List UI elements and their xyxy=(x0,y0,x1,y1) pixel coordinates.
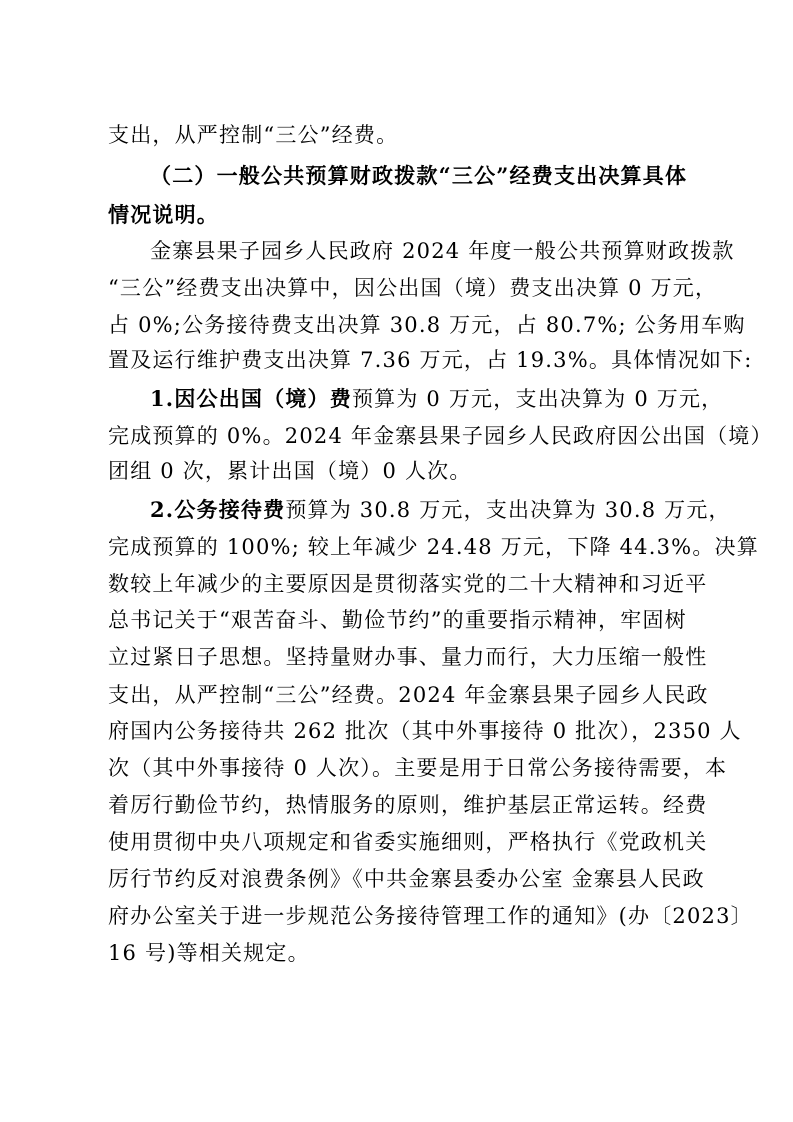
subheading-reception: 2.公务接待费 xyxy=(150,497,286,522)
text-line: 厉行节约反对浪费条例》《中共金寨县委办公室 金寨县人民政 xyxy=(108,867,705,891)
section-heading: （二）一般公共预算财政拨款“三公”经费支出决算具体 xyxy=(150,163,688,188)
text-line: 府办公室关于进一步规范公务接待管理工作的通知》(办〔2023〕 xyxy=(108,904,753,928)
text-line: 立过紧日子思想。坚持量财办事、量力而行，大力压缩一般性 xyxy=(108,645,708,669)
text-run: 预算为 0 万元，支出决算为 0 万元， xyxy=(351,387,724,411)
text-line: 金寨县果子园乡人民政府 2024 年度一般公共预算财政拨款 xyxy=(150,239,735,263)
paragraph-line xyxy=(150,384,724,414)
text-line: 使用贯彻中央八项规定和省委实施细则，严格执行《党政机关 xyxy=(108,830,708,854)
paragraph-line xyxy=(150,495,731,525)
text-line: 支出，从严控制“三公”经费。 xyxy=(108,123,399,147)
text-line: 支出，从严控制“三公”经费。2024 年金寨县果子园乡人民政 xyxy=(108,683,709,707)
text-line: 团组 0 次，累计出国（境）0 人次。 xyxy=(108,459,472,483)
text-line: 数较上年减少的主要原因是贯彻落实党的二十大精神和习近平 xyxy=(108,572,708,596)
text-line: 着厉行勤俭节约，热情服务的原则，维护基层正常运转。经费 xyxy=(108,793,708,817)
subheading-overseas: 1.因公出国（境）费 xyxy=(150,386,352,411)
text-line: 16 号)等相关规定。 xyxy=(108,941,310,965)
text-line: 完成预算的 0%。2024 年金寨县果子园乡人民政府因公出国（境） xyxy=(108,424,773,448)
text-line: “三公”经费支出决算中，因公出国（境）费支出决算 0 万元， xyxy=(108,276,718,300)
text-line: 府国内公务接待共 262 批次（其中外事接待 0 批次），2350 人 xyxy=(108,719,742,743)
text-line: 置及运行维护费支出决算 7.36 万元，占 19.3%。具体情况如下: xyxy=(108,348,753,372)
text-line: 总书记关于“艰苦奋斗、勤俭节约”的重要指示精神，牢固树 xyxy=(108,608,687,632)
text-line: 占 0%;公务接待费支出决算 30.8 万元，占 80.7%; 公务用车购 xyxy=(108,313,746,337)
text-line: 次（其中外事接待 0 人次）。主要是用于日常公务接待需要，本 xyxy=(108,756,728,780)
section-heading-cont: 情况说明。 xyxy=(108,202,219,227)
text-run: 预算为 30.8 万元，支出决算为 30.8 万元， xyxy=(285,498,731,522)
text-line: 完成预算的 100%; 较上年减少 24.48 万元，下降 44.3%。决算 xyxy=(108,535,759,559)
